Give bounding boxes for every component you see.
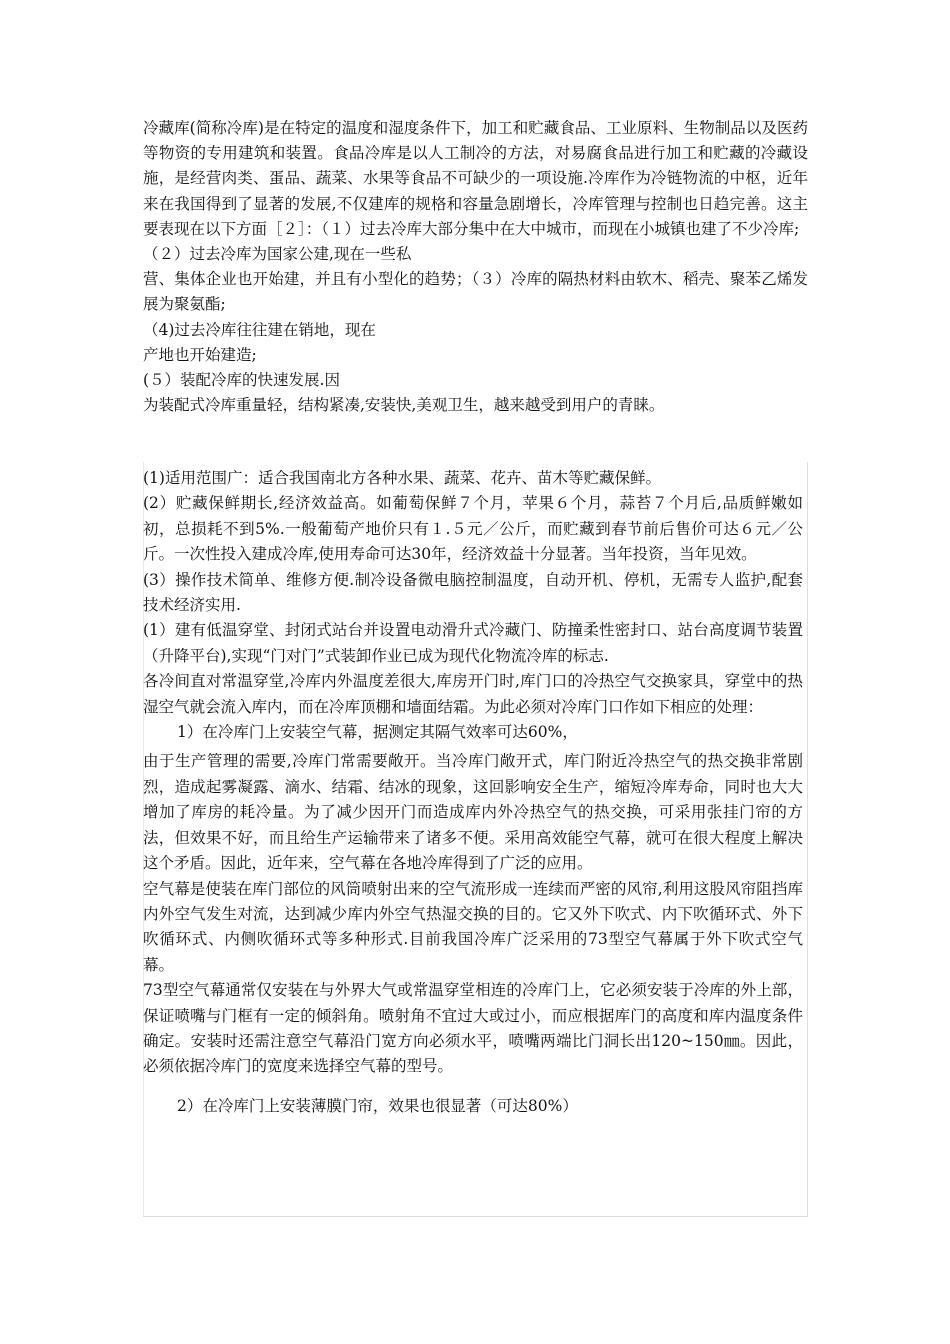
- box-paragraph-1: (1)适用范围广：适合我国南北方各种水果、蔬菜、花卉、苗木等贮藏保鲜。: [143, 469, 661, 487]
- box-paragraph-2: (2）贮藏保鲜期长,经济效益高。如葡萄保鲜７个月，苹果６个月，蒜苔７个月后,品质鲜嫩如初，总损耗不到5%.一般葡萄产地价只有１.５元／公斤，而贮藏到春节前后售价可达６元／公斤。一次性投入建成冷库,使用寿命可达30年，经济效益十分显著。当年投资，当年见效。: [143, 494, 803, 564]
- box-paragraph-8: 空气幕是使装在库门部位的风筒喷射出来的空气流形成一连续而严密的风帘,利用这股风帘阻挡库内外空气发生对流，达到减少库内外空气热湿交换的目的。它又外下吹式、内下吹循环式、外下吹循环式、内侧吹循环式等多种形式.目前我国冷库广泛采用的73型空气幕属于外下吹式空气幕。: [143, 879, 803, 974]
- box-paragraph-6: 1）在冷库门上安装空气幕，据测定其隔气效率可达60%，: [177, 723, 578, 742]
- box-paragraph-10: 2）在冷库门上安装薄膜门帘，效果也很显著（可达80%）: [177, 1096, 578, 1115]
- content-box: [143, 462, 808, 1217]
- box-paragraph-5: 各冷间直对常温穿堂,冷库内外温度差很大,库房开门时,库门口的冷热空气交换家具，穿堂中的热湿空气就会流入库内，而在冷库顶棚和墙面结霜。为此必须对冷库门口作如下相应的处理：: [143, 672, 803, 716]
- box-paragraph-7: 由于生产管理的需要,冷库门常需要敞开。当冷库门敞开式，库门附近冷热空气的热交换非常剧烈，造成起雾凝露、滴水、结霜、结冰的现象，这回影响安全生产，缩短冷库寿命，同时也大大增加了库房的耗冷量。为了减少因开门而造成库内外冷热空气的热交换，可采用张挂门帘的方法，但效果不好，而且给生产运输带来了诸多不便。采用高效能空气幕，就可在很大程度上解决这个矛盾。因此，近年来，空气幕在各地冷库得到了广泛的应用。: [143, 752, 803, 873]
- intro-paragraph-7: 为装配式冷库重量轻，结构紧凑,安装快,美观卫生，越来越受到用户的青睐。: [143, 396, 665, 415]
- box-paragraph-4: (1）建有低温穿堂、封闭式站台并设置电动滑升式冷藏门、防撞柔性密封口、站台高度调节装置（升降平台),实现“门对门”式装卸作业已成为现代化物流冷库的标志.: [143, 621, 803, 665]
- intro-paragraph-5: 产地也开始建造;: [143, 345, 257, 364]
- box-paragraph-9: 73型空气幕通常仅安装在与外界大气或常温穿堂相连的冷库门上，它必须安装于冷库的外上部，保证喷嘴与门框有一定的倾斜角。喷射角不宜过大或过小，而应根据库门的高度和库内温度条件确定。安装时还需注意空气幕沿门宽方向必须水平，喷嘴两端比门洞长出120~150㎜。因此，必须依据冷库门的宽度来选择空气幕的型号。: [143, 981, 803, 1076]
- intro-paragraph-4: （4)过去冷库往往建在销地，现在: [143, 320, 376, 339]
- intro-paragraph-6: (５）装配冷库的快速发展.因: [143, 371, 340, 390]
- box-paragraph-3: (3）操作技术简单、维修方便.制冷设备微电脑控制温度，自动开机、停机，无需专人监护,配套技术经济实用.: [143, 570, 803, 615]
- spacer: [143, 1080, 803, 1094]
- content-box-text: [143, 466, 803, 1119]
- intro-paragraph-1: 冷藏库(简称冷库)是在特定的温度和湿度条件下，加工和贮藏食品、工业原料、生物制品以及医药等物资的专用建筑和装置。食品冷库是以人工制冷的方法，对易腐食品进行加工和贮藏的冷藏设施，是经营肉类、蛋品、蔬菜、水果等食品不可缺少的一项设施.冷库作为冷链物流的中枢，近年来在我国得到了显著的发展,不仅建库的规格和容量急剧增长，冷库管理与控制也日趋完善。这主要表现在以下方面［２］：（１）过去冷库大部分集中在大中城市，而现在小城镇也建了不少冷库;: [143, 119, 808, 238]
- intro-paragraph-2: （２）过去冷库为国家公建,现在一些私: [143, 245, 412, 264]
- intro-section: [143, 116, 808, 418]
- intro-paragraph-3: 营、集体企业也开始建，并且有小型化的趋势；（３）冷库的隔热材料由软木、稻壳、聚苯乙烯发展为聚氨酯;: [143, 270, 808, 314]
